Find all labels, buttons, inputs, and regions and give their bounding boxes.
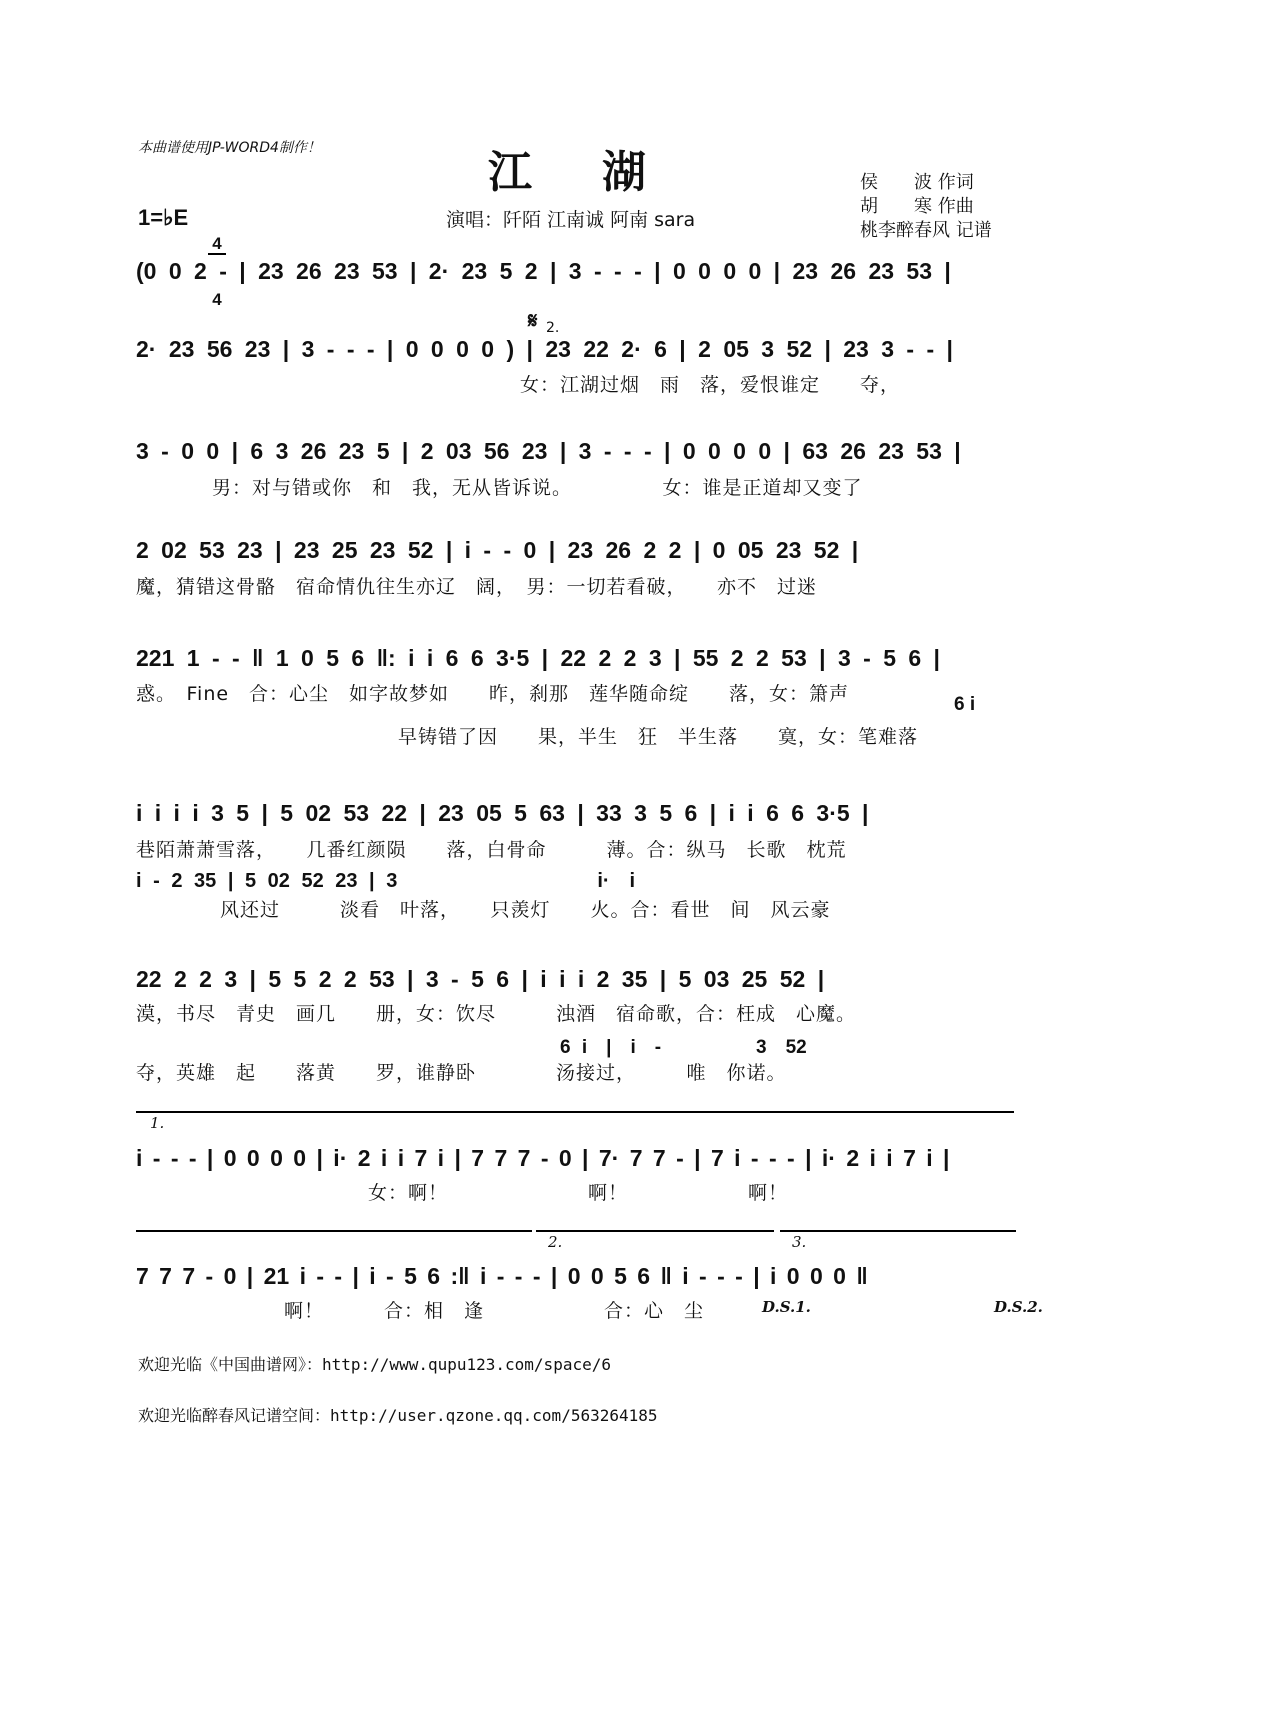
time-signature-top: 4 — [208, 235, 226, 255]
score-line-5-lyrics-1: 惑。 Fine 合：心尘 如字故梦如 昨，刹那 莲华随命绽 落，女：箫声 — [136, 683, 850, 705]
singers: 演唱：阡陌 江南诚 阿南 sara — [446, 209, 696, 231]
score-line-8-notes: i - - - | 0 0 0 0 | i· 2 i i 7 i | 7 7 7 - 0 | 7· 7 7 - | 7 i - - - | i· 2 i i 7 i | — [136, 1145, 950, 1171]
score-line-6-lyrics-2: 风还过 淡看 叶落， 只羡灯 火。合：看世 间 风云豪 — [220, 899, 831, 921]
dal-segno-1: D.S.1. — [762, 1298, 811, 1316]
time-signature-bottom: 4 — [212, 290, 222, 309]
credit-transcriber: 桃李醉春风 记谱 — [860, 220, 992, 241]
credit-composer: 胡 寒 作曲 — [860, 196, 974, 217]
score-line-8-lyrics: 女：啊！ 啊！ 啊！ — [368, 1182, 789, 1204]
credit-lyricist: 侯 波 作词 — [860, 172, 974, 193]
score-line-6-notes: i i i i 3 5 | 5 02 53 22 | 23 05 5 63 | 33 3 5 6 | i i 6 6 3·5 | — [136, 800, 869, 826]
score-line-5-alt: 6 i — [954, 694, 976, 715]
volta-2-label: 2. — [548, 1233, 563, 1251]
score-line-7-notes: 22 2 2 3 | 5 5 2 2 53 | 3 - 5 6 | i i i 2 35 | 5 03 25 52 | — [136, 966, 825, 992]
score-line-4-notes: 2 02 53 23 | 23 25 23 52 | i - - 0 | 23 26 2 2 | 0 05 23 52 | — [136, 537, 859, 563]
volta-2-bracket — [536, 1230, 774, 1232]
score-line-2-notes: 2· 23 56 23 | 3 - - - | 0 0 0 0 ) | 23 22 2· 6 | 2 05 3 52 | 23 3 - - | — [136, 336, 953, 362]
footer-link-qzone[interactable]: 欢迎光临醉春风记谱空间：http://user.qzone.qq.com/563264185 — [138, 1406, 658, 1425]
line-9-top-rule — [136, 1230, 532, 1232]
page-title: 江湖 — [488, 147, 716, 198]
score-line-5-lyrics-2: 早铸错了因 果，半生 狂 半生落 寞，女：笔难落 — [398, 726, 919, 748]
score-line-6-notes-2: i - 2 35 | 5 02 52 23 | 3 i· i — [136, 870, 636, 892]
dal-segno-2: D.S.2. — [994, 1298, 1043, 1316]
score-line-2-lyrics: 女：江湖过烟 雨 落，爱恨谁定 夺， — [520, 374, 901, 396]
score-line-3-notes: 3 - 0 0 | 6 3 26 23 5 | 2 03 56 23 | 3 - - - | 0 0 0 0 | 63 26 23 53 | — [136, 438, 961, 464]
volta-1-label: 1. — [150, 1114, 165, 1132]
key-signature: 1=♭E — [138, 205, 189, 230]
score-line-4-lyrics: 魔，猜错这骨骼 宿命情仇往生亦辽 阔， 男：一切若看破， 亦不 过迷 — [136, 576, 818, 598]
volta-1-bracket — [136, 1111, 1014, 1113]
score-line-3-lyrics: 男：对与错或你 和 我，无从皆诉说。 女：谁是正道却又变了 — [212, 477, 863, 499]
score-line-6-lyrics-1: 巷陌萧萧雪落， 几番红颜陨 落，白骨命 薄。合：纵马 长歌 枕荒 — [136, 839, 847, 861]
score-line-1: (0 0 2 - | 23 26 23 53 | 2· 23 5 2 | 3 - - - | 0 0 0 0 | 23 26 23 53 | — [136, 258, 951, 284]
volta-3-bracket — [780, 1230, 1016, 1232]
footer-link-qupu123[interactable]: 欢迎光临《中国曲谱网》：http://www.qupu123.com/space/6 — [138, 1355, 611, 1374]
score-line-9-lyrics: 啊！ 合：相 逢 合：心 尘 — [284, 1300, 705, 1322]
score-line-5-notes: 221 1 - - ‖ 1 0 5 6 ‖: i i 6 6 3·5 | 22 2 2 3 | 55 2 2 53 | 3 - 5 6 | — [136, 645, 940, 671]
score-line-7-alt: 6 i | i - 3 52 — [560, 1037, 807, 1058]
software-note: 本曲谱使用JP-WORD4制作！ — [138, 140, 321, 156]
score-line-7-lyrics-1: 漠，书尽 青史 画几 册，女：饮尽 浊酒 宿命歌，合：枉成 心魔。 — [136, 1003, 857, 1025]
segno-sign: 𝄋 — [528, 308, 538, 334]
segno-label: 2. — [546, 320, 560, 336]
score-line-9-notes: 7 7 7 - 0 | 21 i - - | i - 5 6 :‖ i - - - | 0 0 5 6 ‖ i - - - | i 0 0 0 ‖ — [136, 1263, 868, 1289]
volta-3-label: 3. — [792, 1233, 807, 1251]
score-line-7-lyrics-2: 夺，英雄 起 落黄 罗，谁静卧 汤接过， 唯 你诺。 — [136, 1062, 787, 1084]
